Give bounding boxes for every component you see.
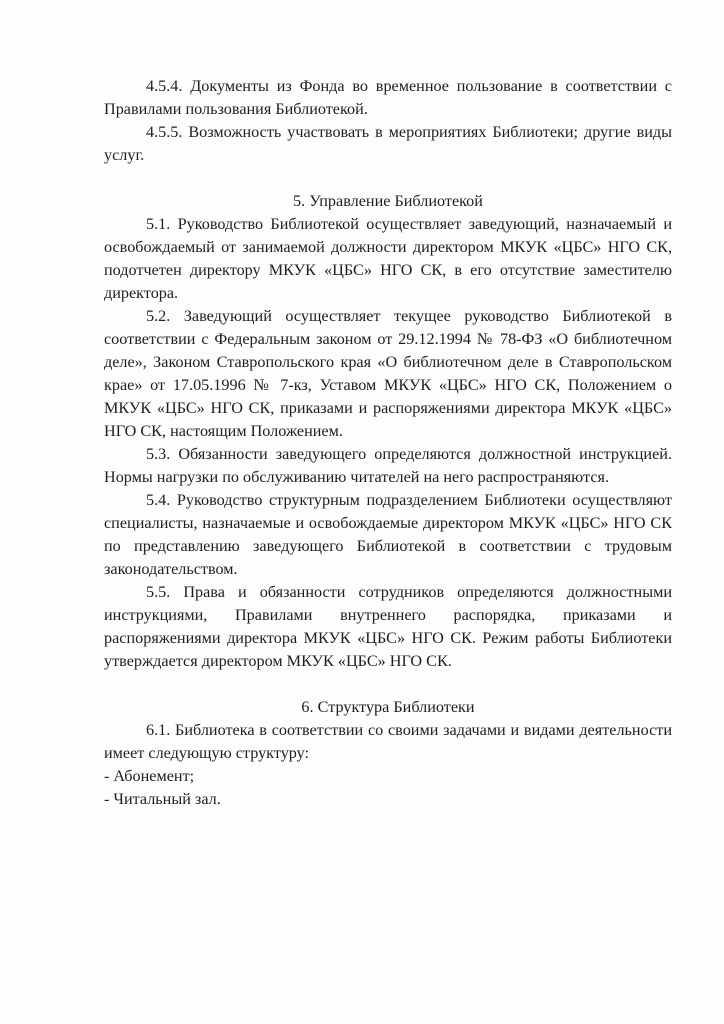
list-item-abonement: - Абонемент; bbox=[104, 767, 195, 785]
section-heading-5: 5. Управление Библиотекой bbox=[293, 192, 483, 210]
paragraph-4-5-5: 4.5.5. Возможность участвовать в мероприятиях Библиотеки; другие виды услуг. bbox=[104, 123, 672, 164]
paragraph-5-4: 5.4. Руководство структурным подразделением Библиотеки осуществляют специалисты, назначаемые и освобождаемые директором МКУК «ЦБС» НГО СК по представлению заведующего Библиотекой в соответствии с трудовым законодательством. bbox=[104, 491, 672, 578]
paragraph-4-5-4: 4.5.4. Документы из Фонда во временное пользование в соответствии с Правилами пользования Библиотекой. bbox=[104, 77, 672, 118]
list-item-reading-room: - Читальный зал. bbox=[104, 790, 221, 808]
paragraph-5-5: 5.5. Права и обязанности сотрудников определяются должностными инструкциями, Правилами внутреннего распорядка, приказами и распоряжениями директора МКУК «ЦБС» НГО СК. Режим работы Библиотеки утверждается директором МКУК «ЦБС» НГО СК. bbox=[104, 583, 672, 670]
section-heading-6: 6. Структура Библиотеки bbox=[301, 698, 475, 716]
document-body bbox=[104, 75, 672, 811]
paragraph-5-2: 5.2. Заведующий осуществляет текущее руководство Библиотекой в соответствии с Федеральным законом от 29.12.1994 № 78-ФЗ «О библиотечном деле», Законом Ставропольского края «О библиотечном деле в Ставропольском крае» от 17.05.1996 № 7-кз, Уставом МКУК «ЦБС» НГО СК, Положением о МКУК «ЦБС» НГО СК, приказами и распоряжениями директора МКУК «ЦБС» НГО СК, настоящим Положением. bbox=[104, 307, 672, 440]
paragraph-5-3: 5.3. Обязанности заведующего определяются должностной инструкцией. Нормы нагрузки по обслуживанию читателей на него распространяются. bbox=[104, 445, 672, 486]
paragraph-6-1: 6.1. Библиотека в соответствии со своими задачами и видами деятельности имеет следующую структуру: bbox=[104, 721, 672, 762]
paragraph-5-1: 5.1. Руководство Библиотекой осуществляет заведующий, назначаемый и освобождаемый от занимаемой должности директором МКУК «ЦБС» НГО СК, подотчетен директору МКУК «ЦБС» НГО СК, в его отсутствие заместителю директора. bbox=[104, 215, 672, 302]
